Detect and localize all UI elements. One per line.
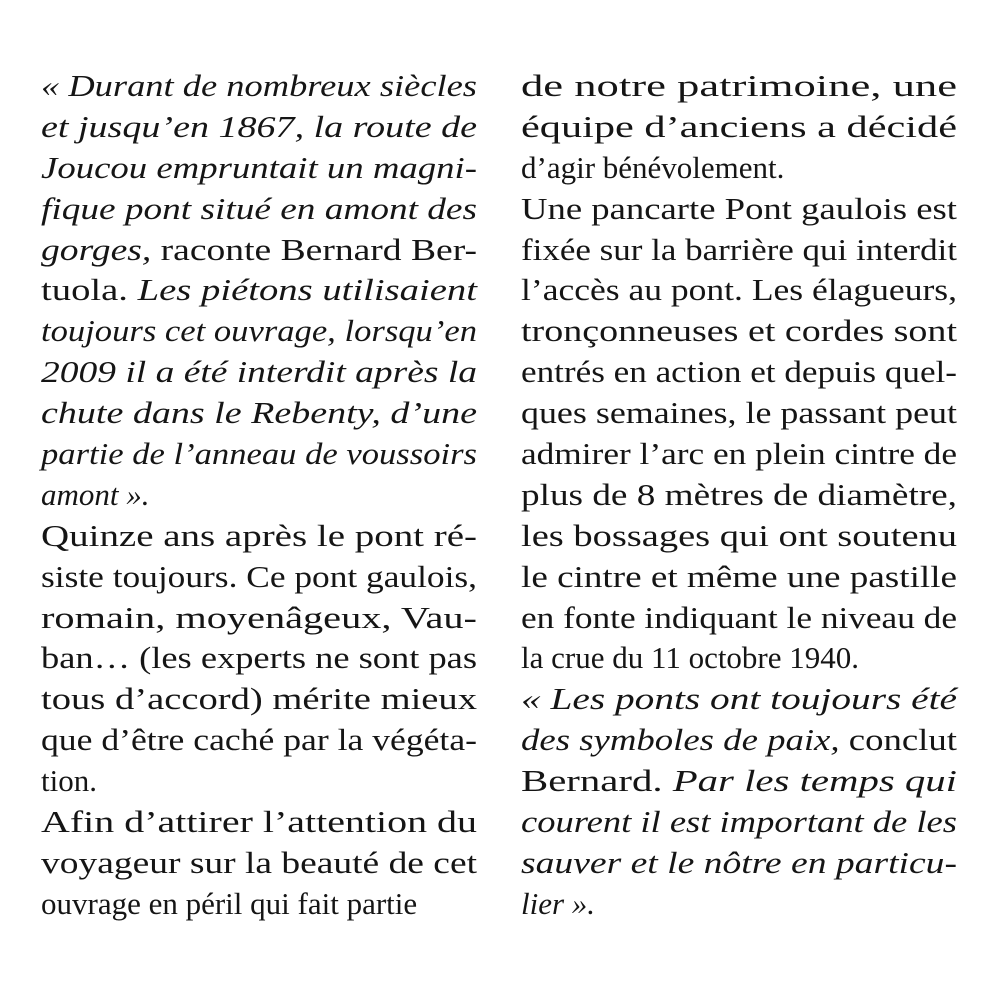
text-line (521, 598, 957, 639)
italic-quote-segment: des symboles de paix, (521, 722, 840, 758)
text-segment: plus de 8 mètres de diamètre, (521, 476, 957, 512)
text-line (521, 843, 957, 884)
italic-quote-segment: Joucou empruntait un magni- (41, 149, 477, 185)
text-line-content (41, 516, 477, 557)
text-line (41, 598, 477, 639)
text-line-content (41, 557, 477, 598)
text-segment: siste toujours. Ce pont gaulois, (41, 558, 477, 594)
text-segment: ban… (les experts ne sont pas (41, 640, 477, 676)
italic-quote-segment: courent il est important de les (521, 804, 957, 840)
text-line-content (41, 311, 477, 352)
text-line (41, 720, 477, 761)
text-line (41, 638, 477, 679)
text-line-content (521, 148, 784, 189)
text-segment: ques semaines, le passant peut (521, 395, 957, 431)
italic-quote-segment: Par les temps qui (672, 763, 957, 799)
text-line (521, 884, 957, 925)
text-segment: tronçonneuses et cordes sont (521, 313, 957, 349)
text-segment: tion. (41, 763, 97, 799)
italic-quote-segment: toujours cet ouvrage, lorsqu’en (41, 313, 477, 349)
text-line-content (41, 148, 477, 189)
italic-quote-segment: partie de l’anneau de voussoirs (41, 436, 477, 472)
text-line (41, 270, 477, 311)
text-line (41, 148, 477, 189)
text-line (521, 802, 957, 843)
text-line-content (521, 884, 595, 925)
text-line-content (41, 884, 417, 925)
text-segment: fixée sur la barrière qui interdit (521, 231, 957, 267)
text-line (41, 884, 477, 925)
text-line (521, 148, 957, 189)
text-line (521, 434, 957, 475)
text-segment: Quinze ans après le pont ré- (41, 517, 477, 553)
text-segment: admirer l’arc en plein cintre de (521, 436, 957, 472)
text-segment: les bossages qui ont soutenu (521, 517, 957, 553)
text-line (41, 802, 477, 843)
text-line (41, 393, 477, 434)
text-line (41, 761, 477, 802)
text-line-content (521, 598, 957, 639)
italic-quote-segment: lier ». (521, 885, 596, 921)
text-segment: tuola. (41, 272, 138, 308)
text-line (521, 230, 957, 271)
text-line (41, 679, 477, 720)
text-line-content (41, 761, 97, 802)
italic-quote-segment: et jusqu’en 1867, la route de (41, 108, 477, 144)
text-line-content (41, 843, 477, 884)
text-line (41, 843, 477, 884)
text-line-content (521, 352, 957, 393)
text-line (41, 516, 477, 557)
text-segment: le cintre et même une pastille (521, 558, 957, 594)
text-line (521, 107, 957, 148)
text-line-content (521, 638, 859, 679)
text-line (521, 761, 957, 802)
text-line (521, 679, 957, 720)
text-line-content (521, 475, 957, 516)
text-segment: de notre patrimoine, une (521, 68, 957, 103)
text-line (521, 516, 957, 557)
italic-quote-segment: chute dans le Rebenty, d’une (41, 395, 477, 431)
text-segment: Une pancarte Pont gaulois est (521, 190, 957, 226)
text-line-content (41, 475, 150, 516)
article-column-left (41, 66, 477, 925)
text-line (521, 311, 957, 352)
text-line-content (521, 761, 957, 802)
text-line (41, 311, 477, 352)
text-line-content (41, 189, 477, 230)
italic-quote-segment: Les piétons utilisaient (137, 272, 477, 308)
text-line (41, 557, 477, 598)
text-line (41, 66, 477, 107)
text-line-content (521, 679, 957, 720)
text-line-content (41, 434, 477, 475)
text-segment: l’accès au pont. Les élagueurs, (521, 272, 957, 308)
text-line-content (521, 311, 957, 352)
text-segment: d’agir bénévolement. (521, 149, 785, 185)
italic-quote-segment: « Les ponts ont toujours été (521, 681, 957, 717)
italic-quote-segment: gorges, (41, 231, 152, 267)
text-line-content (521, 393, 957, 434)
text-segment: la crue du 11 octobre 1940. (521, 640, 860, 676)
text-line-content (41, 679, 477, 720)
text-line-content (41, 230, 477, 271)
text-line-content (41, 352, 477, 393)
italic-quote-segment: 2009 il a été interdit après la (41, 354, 477, 390)
text-line-content (521, 434, 957, 475)
text-line (521, 66, 957, 107)
text-line-content (521, 189, 957, 230)
text-line (521, 720, 957, 761)
text-line (41, 475, 477, 516)
text-line-content (521, 516, 957, 557)
text-line-content (41, 638, 477, 679)
text-line (41, 107, 477, 148)
text-line-content (521, 270, 957, 311)
text-line (521, 270, 957, 311)
text-segment: romain, moyenâgeux, Vau- (41, 599, 477, 635)
text-line-content (521, 107, 957, 148)
text-line (41, 230, 477, 271)
text-line-content (41, 802, 477, 843)
text-line (41, 352, 477, 393)
text-segment: Afin d’attirer l’attention du (41, 804, 477, 840)
text-segment: tous d’accord) mérite mieux (41, 681, 477, 717)
text-line-content (41, 720, 477, 761)
text-line-content (521, 230, 957, 271)
italic-quote-segment: fique pont situé en amont des (41, 190, 477, 226)
text-line (41, 189, 477, 230)
text-line-content (41, 393, 477, 434)
text-segment: Bernard. (521, 763, 673, 799)
text-line-content (41, 598, 477, 639)
italic-quote-segment: amont ». (41, 476, 150, 512)
text-line-content (521, 843, 957, 884)
text-line (521, 393, 957, 434)
italic-quote-segment: « Durant de nombreux siècles (41, 68, 477, 103)
article-column-right (521, 66, 957, 925)
text-line-content (41, 107, 477, 148)
text-line-content (41, 66, 477, 107)
text-segment: conclut (839, 722, 957, 758)
text-segment: que d’être caché par la végéta- (41, 722, 477, 758)
text-segment: équipe d’anciens a décidé (521, 108, 957, 144)
text-line (521, 475, 957, 516)
text-segment: ouvrage en péril qui fait partie (41, 885, 418, 921)
text-line (41, 434, 477, 475)
text-line-content (521, 720, 957, 761)
text-segment: entrés en action et depuis quel- (521, 354, 957, 390)
text-segment: en fonte indiquant le niveau de (521, 599, 957, 635)
text-line-content (41, 270, 477, 311)
text-line-content (521, 66, 957, 107)
text-line (521, 352, 957, 393)
text-line-content (521, 557, 957, 598)
text-line-content (521, 802, 957, 843)
text-line (521, 189, 957, 230)
text-segment: raconte Bernard Ber- (151, 231, 477, 267)
text-segment: voyageur sur la beauté de cet (41, 844, 477, 880)
italic-quote-segment: sauver et le nôtre en particu- (521, 844, 957, 880)
text-line (521, 638, 957, 679)
text-line (521, 557, 957, 598)
